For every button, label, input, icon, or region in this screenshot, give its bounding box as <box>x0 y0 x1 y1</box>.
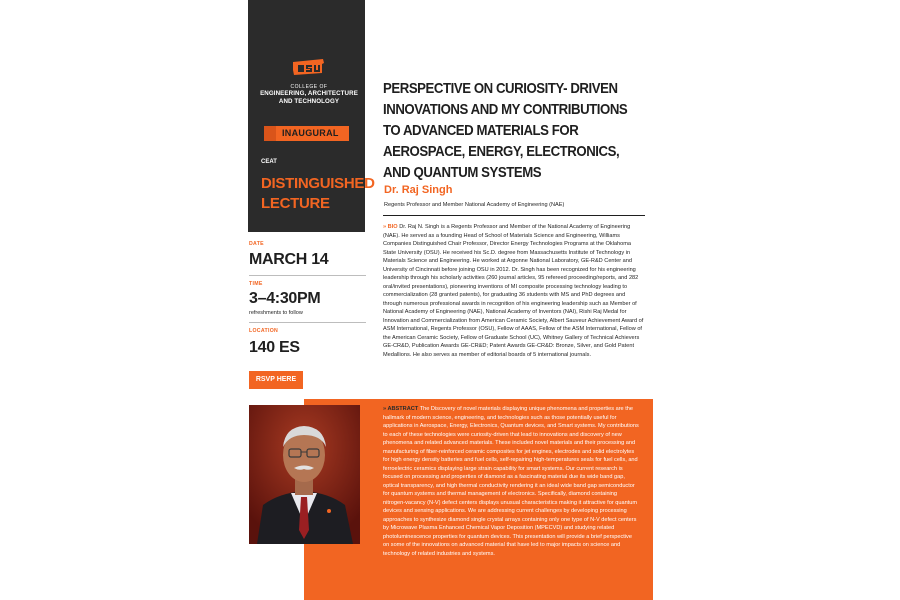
time-value: 3–4:30PM <box>249 290 321 307</box>
date-value: MARCH 14 <box>249 251 329 268</box>
time-label: TIME <box>249 281 263 287</box>
abstract-text <box>383 405 639 558</box>
college-name: COLLEGE OF ENGINEERING, ARCHITECTURE AND TECHNOLOGY <box>260 84 358 105</box>
inaugural-badge: INAUGURAL <box>264 126 349 141</box>
speaker-role: Regents Professor and Member National Academy of Engineering (NAE) <box>384 202 565 208</box>
location-value: 140 ES <box>249 339 300 356</box>
talk-title: PERSPECTIVE ON CURIOSITY- DRIVEN INNOVATIONS AND MY CONTRIBUTIONS TO ADVANCED MATERIALS FOR AEROSPACE, ENERGY, ELECTRONICS, AND QUANTUM SYSTEMS <box>383 80 628 181</box>
speaker-name: Dr. Raj Singh <box>384 184 453 196</box>
date-label: DATE <box>249 241 264 247</box>
divider <box>249 322 366 323</box>
ceat-label: CEAT <box>261 159 277 165</box>
speaker-photo <box>249 405 360 544</box>
time-note: refreshments to follow <box>249 310 303 316</box>
divider <box>383 215 645 216</box>
bio-text <box>383 223 645 359</box>
osu-logo <box>289 56 327 78</box>
bio-body: Dr. Raj N. Singh is a Regents Professor and Member of the National Academy of Engineering (NAE). He served as a founding Head of School of Materials Science and Engineering, Williams Companies Distinguished Chair Professor, Director Energy Technologies Programs at the Oklahoma State University (OSU). He received his Sc.D. degree from Massachusetts Institute of Technology in Materials Science and Engineering. He worked at Argonne National Laboratory, GE-R&D Center and University of Cincinnati before joining OSU in 2012. Dr. Singh has been recognized for his engineering leadership through his scholarly activities (260 journal articles, 95 refereed proceeding/reports, and 282 oral/invited presentations), pioneering inventions of MI composite processing technology leading to commercialization (28 granted patents), for graduating 36 students with MS and PhD degrees and through numerous professional awards in recognition of his engineering leadership such as Member of National Academy of Engineering (NAE), National Academy of Inventors (NAI), Rishi Raj Medal for Innovation and Commercialization from American Ceramic Society, Albert Sauveur Achievement Award of ASM International, Regents Professor (OSU), Fellow of AAAS, Fellow of the ASM International, Fellow of the American Ceramic Society, Fellow of Graduate School (UC), Whitney Gallery of Technical Achievers GE-CR&D, Publication Awards GE-CR&D; Patent Awards GE-CR&D: Bronze, Silver, and Gold Patent Medallions. He also serves as member of editorial boards of 5 international journals. <box>383 224 644 358</box>
bio-label: » BIO <box>383 224 398 230</box>
abstract-body: The Discovery of novel materials displaying unique phenomena and properties are the hallmark of modern science, engineering, and technologies such as those potentially useful for applications in Aerospace, Energy, Electronics, Quantum devices, and Smart systems. My contributions to each of these technologies were curiosity-driven that lead to innovations and discovery of new phenomena and related advanced materials. These included novel materials and their processing and manufacturing of fiber-reinforced ceramic composites for jet engines, electrodes and solid electrolytes for high energy density batteries and fuel cells, self-repairing high-temperatures seals for fuel cells, and ferroelectric ceramics displaying large strain capability for smart systems. Our current research is focused on processing and properties of diamond as a fascinating material due its wide band gap, optical transparency, and high thermal conductivity rendering it an ideal wide band gap semiconductor for quantum systems and thermal management of electronics. Specifically, diamond containing nitrogen-vacancy (N-V) defect centers displays unusual characteristics making it attractive for quantum devices and sensing applications. We are addressing current challenges by developing processing approaches to synthesize diamond single crystal arrays containing only one type of N-V defect centers by Microwave Plasma Enhanced Chemical Vapor Deposition (MPECVD) and studying related photoluminescence properties for quantum devices. This presentation will provide a brief perspective on some of the innovations on advanced material that have led to major impacts on science and technology of related industries and systems. <box>383 406 639 557</box>
divider <box>249 275 366 276</box>
abstract-label: » ABSTRACT <box>383 406 419 412</box>
rsvp-button[interactable]: RSVP HERE <box>249 371 303 389</box>
location-label: LOCATION <box>249 328 279 334</box>
lecture-title: DISTINGUISHED LECTURE <box>261 175 375 212</box>
